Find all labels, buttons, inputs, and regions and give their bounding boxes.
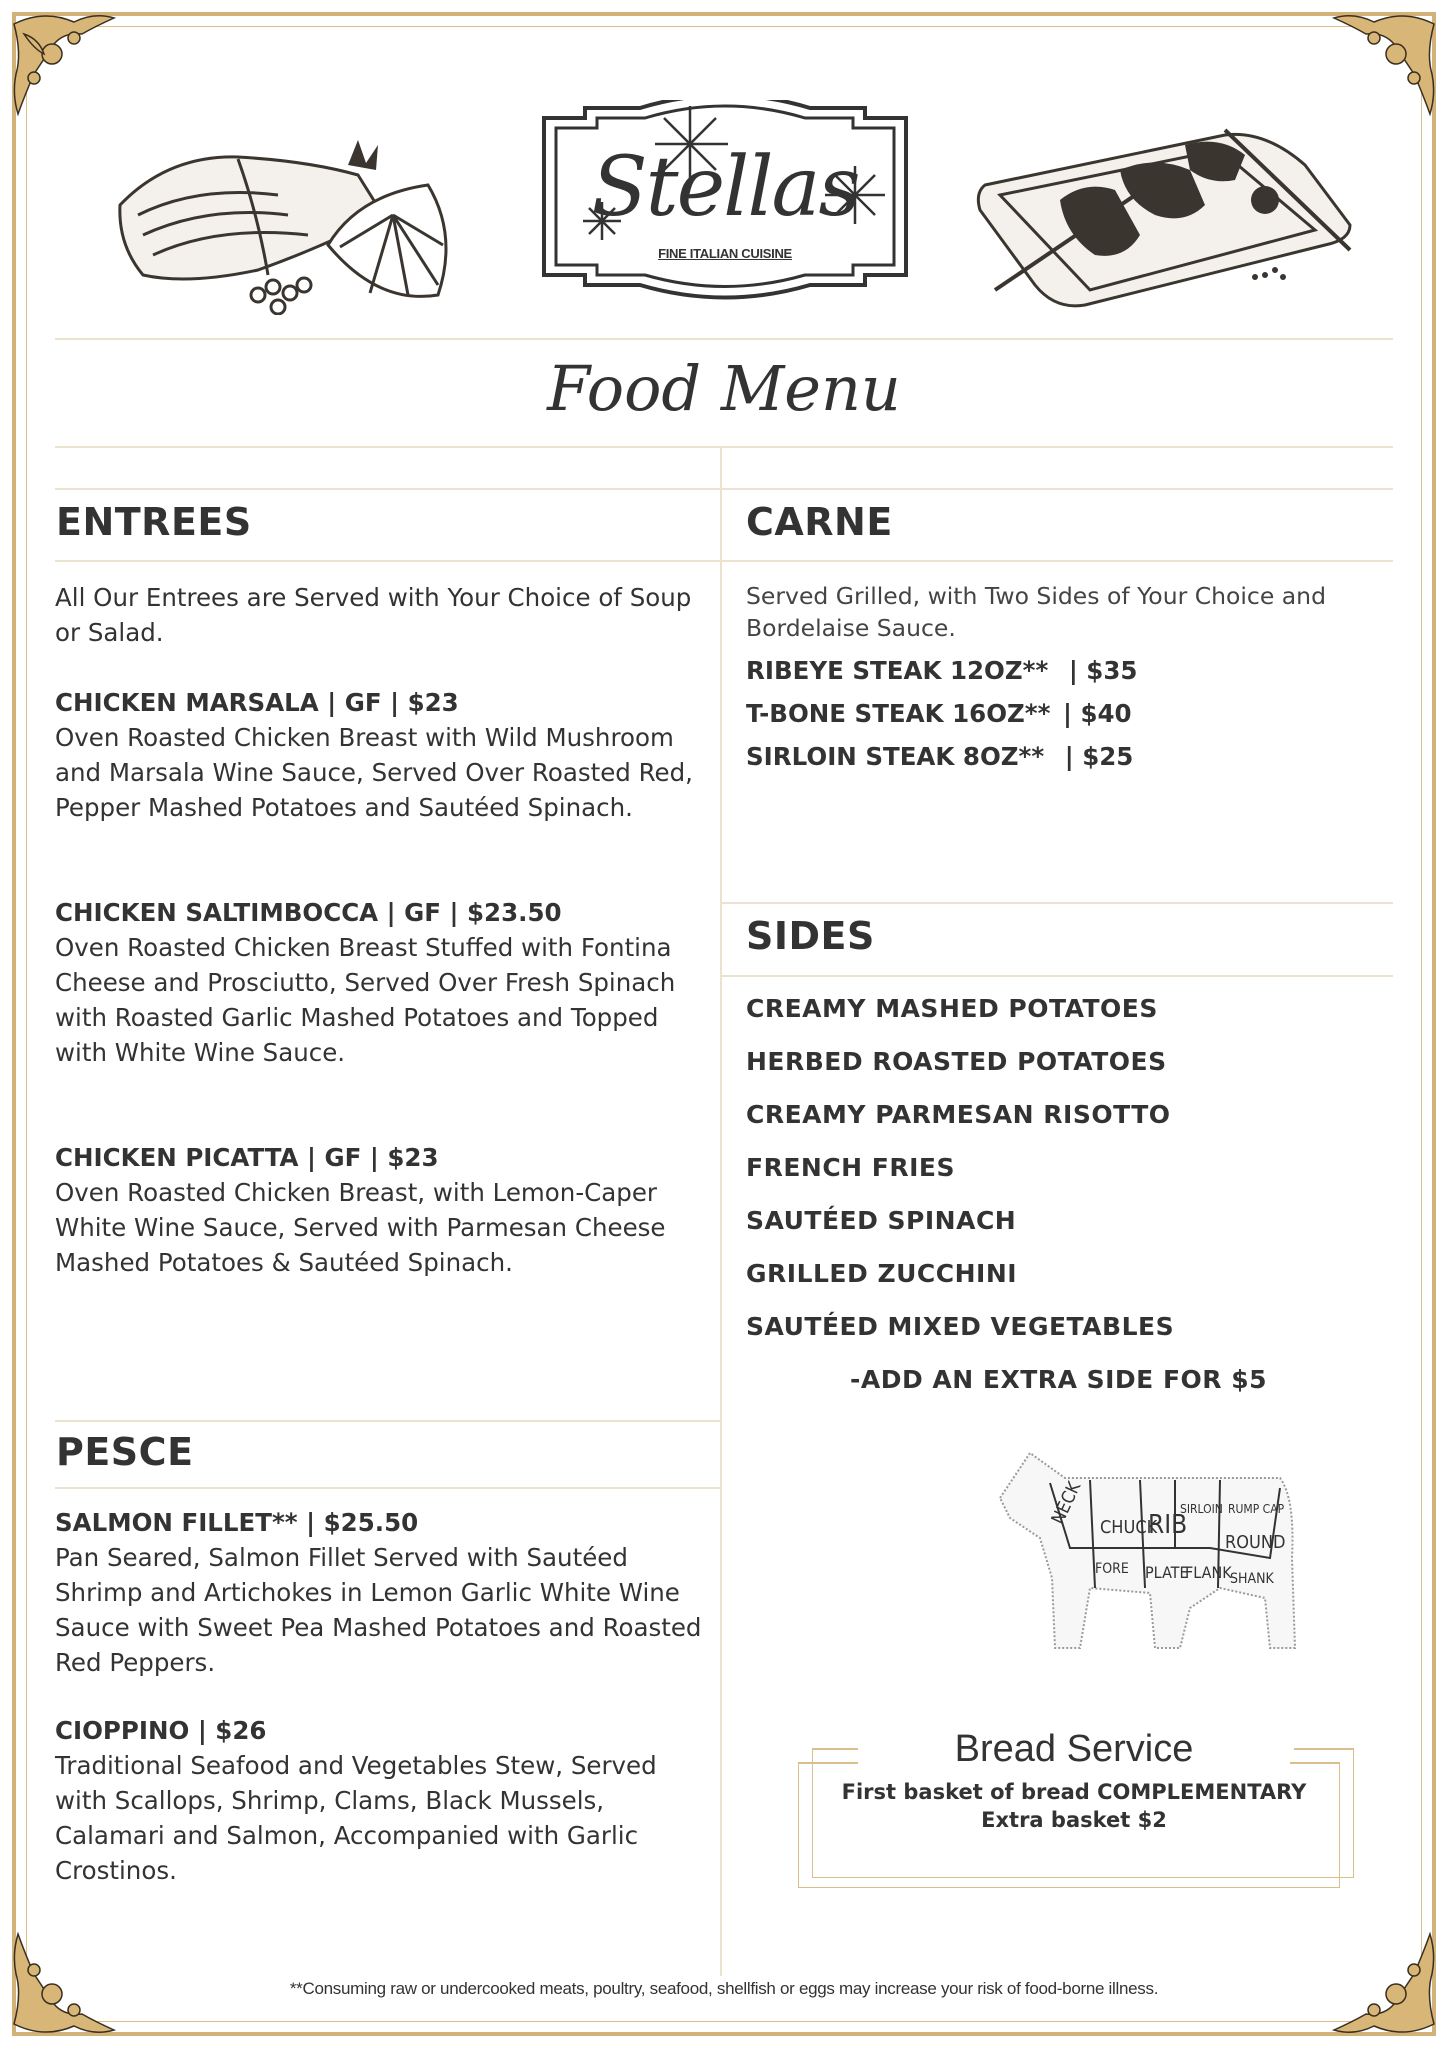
divider-entrees-title	[55, 560, 720, 562]
stellas-logo	[540, 100, 910, 315]
divider-pesce-top	[55, 1420, 720, 1422]
divider-carne-title	[722, 560, 1393, 562]
menu-item-chicken-saltimbocca	[55, 895, 715, 1070]
svg-text:ROUND: ROUND	[1225, 1532, 1286, 1553]
side-item: FRENCH FRIES	[746, 1153, 956, 1182]
bread-service-box	[798, 1728, 1350, 1888]
svg-text:FORE: FORE	[1095, 1561, 1129, 1577]
logo-tagline: FINE ITALIAN CUISINE	[658, 246, 792, 261]
bread-service-title: Bread Service	[954, 1728, 1194, 1770]
menu-item-description: Traditional Seafood and Vegetables Stew, Served with Scallops, Shrimp, Clams, Black Mussels, Calamari and Salmon, Accompanied with Garlic Crostinos.	[55, 1751, 657, 1885]
logo-name: Stellas	[591, 140, 859, 235]
divider-sides-title	[722, 975, 1393, 977]
side-item: CREAMY PARMESAN RISOTTO	[746, 1100, 1171, 1129]
salmon-lemon-illustration-icon	[108, 135, 468, 315]
carne-item-name: SIRLOIN STEAK 8OZ**	[746, 742, 1045, 771]
steak-board-illustration-icon	[965, 125, 1355, 315]
divider-entrees	[55, 488, 720, 490]
side-item: GRILLED ZUCCHINI	[746, 1259, 1018, 1288]
bread-service-line-1: First basket of bread COMPLEMENTARY	[841, 1780, 1307, 1804]
carne-item-price: | $40	[1062, 699, 1132, 728]
ornament-corner-icon	[1324, 4, 1444, 124]
menu-item-chicken-marsala	[55, 685, 715, 825]
menu-item-heading: CHICKEN SALTIMBOCCA | GF | $23.50	[55, 898, 562, 927]
svg-text:CHUCK: CHUCK	[1100, 1517, 1158, 1538]
svg-text:FLANK: FLANK	[1185, 1563, 1232, 1582]
entrees-intro: All Our Entrees are Served with Your Choice of Soup or Salad.	[55, 583, 692, 647]
side-item: SAUTÉED SPINACH	[746, 1206, 1017, 1235]
section-title-entrees: ENTREES	[56, 500, 252, 544]
carne-item-price: | $25	[1064, 742, 1134, 771]
menu-item-description: Oven Roasted Chicken Breast, with Lemon-Caper White Wine Sauce, Served with Parmesan Cheese Mashed Potatoes & Sautéed Spinach.	[55, 1178, 666, 1277]
extra-side-note: -ADD AN EXTRA SIDE FOR $5	[850, 1365, 1268, 1394]
ornament-corner-icon	[4, 4, 124, 124]
divider-title-bottom	[55, 446, 1393, 448]
section-title-pesce: PESCE	[56, 1430, 194, 1474]
menu-item-description: Oven Roasted Chicken Breast with Wild Mushroom and Marsala Wine Sauce, Served Over Roasted Red, Pepper Mashed Potatoes and Sautéed Spinach.	[55, 723, 693, 822]
side-item: SAUTÉED MIXED VEGETABLES	[746, 1312, 1175, 1341]
footnote-disclaimer: **Consuming raw or undercooked meats, poultry, seafood, shellfish or eggs may increase your risk of food-borne illness.	[289, 1979, 1159, 1998]
divider-carne	[722, 488, 1393, 490]
divider-sides-top	[722, 902, 1393, 904]
carne-item-price: | $35	[1068, 656, 1138, 685]
page-title: Food Menu	[547, 352, 901, 425]
side-item: HERBED ROASTED POTATOES	[746, 1047, 1167, 1076]
divider-top	[55, 338, 1393, 340]
section-title-sides: SIDES	[746, 914, 875, 958]
menu-item-salmon-fillet	[55, 1505, 715, 1680]
menu-item-heading: CIOPPINO | $26	[55, 1716, 267, 1745]
carne-item-sirloin	[746, 742, 1133, 771]
menu-item-description: Oven Roasted Chicken Breast Stuffed with Fontina Cheese and Prosciutto, Served Over Fresh Spinach with Roasted Garlic Mashed Potatoes and Topped with White Wine Sauce.	[55, 933, 676, 1067]
beef-cuts-cow-icon	[980, 1438, 1300, 1658]
svg-text:SIRLOIN: SIRLOIN	[1180, 1502, 1223, 1516]
section-title-carne: CARNE	[746, 500, 893, 544]
menu-item-cioppino	[55, 1713, 695, 1888]
svg-text:RIB: RIB	[1148, 1510, 1188, 1540]
menu-item-description: Pan Seared, Salmon Fillet Served with Sautéed Shrimp and Artichokes in Lemon Garlic White Wine Sauce with Sweet Pea Mashed Potatoes and Roasted Red Peppers.	[55, 1543, 702, 1677]
svg-text:SHANK: SHANK	[1230, 1571, 1274, 1587]
svg-text:NECK: NECK	[1047, 1478, 1086, 1528]
menu-item-heading: SALMON FILLET** | $25.50	[55, 1508, 419, 1537]
carne-intro: Served Grilled, with Two Sides of Your Choice and Bordelaise Sauce.	[746, 582, 1326, 642]
svg-text:RUMP CAP: RUMP CAP	[1228, 1502, 1285, 1516]
menu-item-heading: CHICKEN PICATTA | GF | $23	[55, 1143, 439, 1172]
side-item: CREAMY MASHED POTATOES	[746, 994, 1158, 1023]
bread-service-line-2: Extra basket $2	[981, 1808, 1167, 1832]
carne-item-tbone	[746, 699, 1132, 728]
menu-item-chicken-picatta	[55, 1140, 705, 1280]
menu-item-heading: CHICKEN MARSALA | GF | $23	[55, 688, 459, 717]
carne-item-name: T-BONE STEAK 16OZ**	[746, 699, 1051, 728]
divider-pesce-title	[55, 1487, 720, 1489]
carne-item-ribeye	[746, 656, 1137, 685]
column-divider	[720, 446, 722, 1976]
svg-text:PLATE: PLATE	[1145, 1563, 1189, 1582]
carne-item-name: RIBEYE STEAK 12OZ**	[746, 656, 1049, 685]
